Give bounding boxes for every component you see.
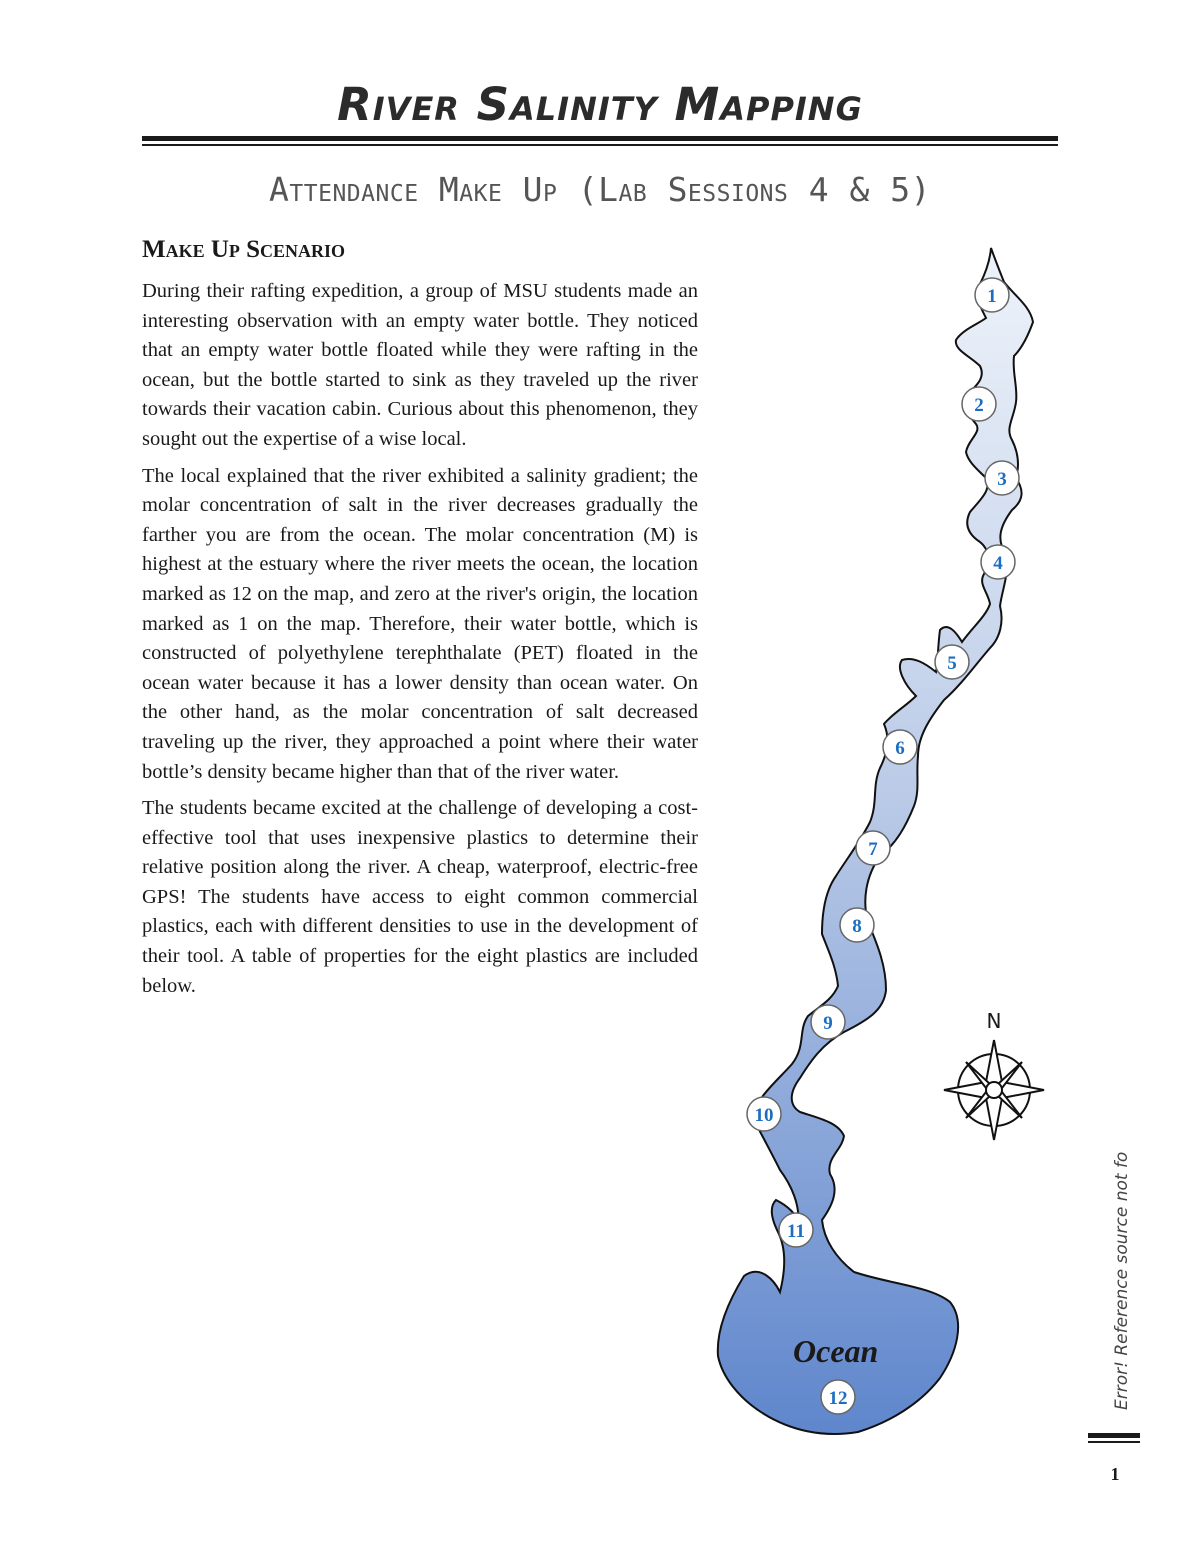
scenario-text [142,277,698,1008]
margin-error-note: Error! Reference source not fo [1112,1151,1132,1410]
location-marker-7 [856,831,890,865]
location-marker-6 [883,730,917,764]
location-marker-4 [981,545,1015,579]
marker-label: 9 [823,1013,833,1034]
location-marker-8 [840,908,874,942]
marker-label: 5 [947,653,957,674]
section-heading: Make Up Scenario [142,236,346,263]
footer-rule-thin [1088,1441,1140,1443]
page-number: 1 [1110,1464,1120,1484]
marker-label: 1 [987,286,997,307]
marker-label: 12 [828,1388,848,1409]
marker-label: 4 [993,553,1003,574]
marker-label: 7 [868,839,878,860]
location-marker-2 [962,387,996,421]
page-title: River Salinity Mapping [337,78,863,131]
ocean-label: Ocean [793,1333,879,1369]
marker-label: 3 [997,469,1007,490]
page-subtitle: Attendance Make Up (Lab Sessions 4 & 5) [269,170,931,209]
marker-label: 6 [895,738,905,759]
location-marker-12 [821,1380,855,1414]
marker-label: 2 [974,395,984,416]
location-marker-9 [811,1005,845,1039]
paragraph: The students became excited at the challenge of developing a cost-effective tool that uses inexpensive plastics to determine their relative position along the river. A cheap, waterproof, electric-free GPS! The students have access to eight common commercial plastics, each with different densities to use in the development of their tool. A table of properties for the eight plastics are included below. [142,797,698,997]
location-marker-5 [935,645,969,679]
marker-label: 10 [754,1105,774,1126]
location-marker-1 [975,278,1009,312]
marker-label: 11 [787,1221,805,1242]
location-marker-3 [985,461,1019,495]
title-rule-thin [142,144,1058,146]
marker-label: 8 [852,916,862,937]
compass-icon [944,1040,1044,1140]
location-marker-11 [779,1213,813,1247]
paragraph: During their rafting expedition, a group of MSU students made an interesting observation with an empty water bottle. They noticed that an empty water bottle floated while they were rafting in the ocean, but the bottle started to sink as they traveled up the river towards their vacation cabin. Curious about this phenomenon, they sought out the expertise of a wise local. [142,280,698,450]
location-marker-10 [747,1097,781,1131]
paragraph: The local explained that the river exhibited a salinity gradient; the molar concentration of salt in the river decreases gradually the farther you are from the ocean. The molar concentration (M) is highest at the estuary where the river meets the ocean, the location marked as 12 on the map, and zero at the river's origin, the location marked as 1 on the map. Therefore, their water bottle, which is constructed of polyethylene terephthalate (PET) floated in the ocean water because it has a lower density than ocean water. On the other hand, as the molar concentration of salt decreased traveling up the river, they approached a point where their water bottle’s density became higher than that of the river water. [142,464,698,783]
footer-rule-thick [1088,1433,1140,1438]
title-rule-thick [142,136,1058,141]
river-map [700,240,1060,1440]
north-label: N [986,1009,1002,1033]
